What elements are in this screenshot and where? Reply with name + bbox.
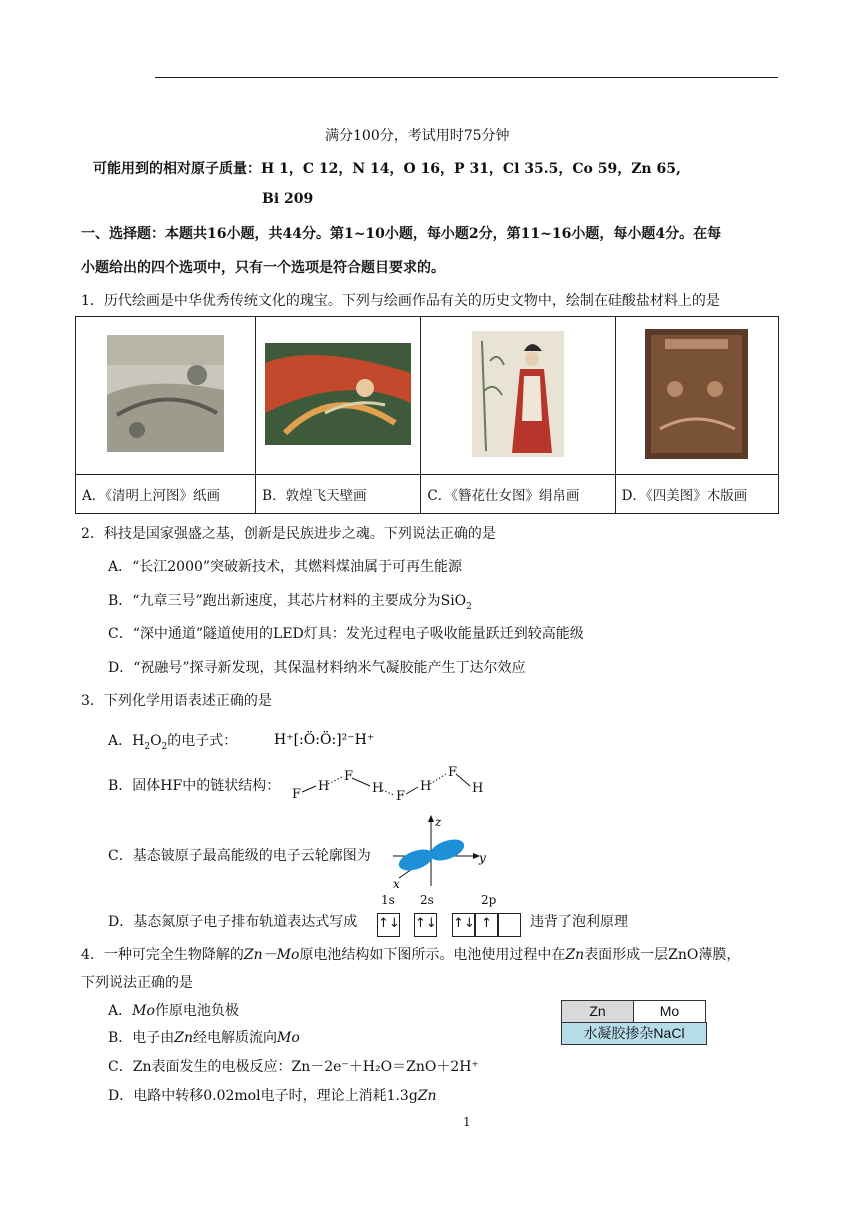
q4-option-a: A．Mo作原电池负极 (108, 1003, 239, 1019)
atomic-masses-line2: Bi 209 (262, 191, 314, 207)
h2o2-electron-formula (274, 722, 380, 752)
hydrogel-electrolyte: 水凝胶掺杂NaCl (561, 1022, 707, 1045)
q1-image-a-cell (76, 317, 256, 475)
q3-option-c: C．基态铍原子最高能级的电子云轮廓图为 (108, 848, 371, 864)
q3-option-b: B．固体HF中的链状结构： (108, 778, 281, 794)
q3-stem: 3．下列化学用语表述正确的是 (81, 693, 272, 709)
exam-info: 满分100分，考试用时75分钟 (325, 128, 510, 144)
mo-electrode: Mo (633, 1000, 706, 1023)
ladies-painting-image (472, 331, 564, 457)
q3-option-d-suffix: 违背了泡利原理 (530, 914, 628, 930)
q1-option-b: B．敦煌飞天壁画 (256, 475, 421, 514)
nitrogen-orbital-diagram (377, 893, 529, 939)
orbital-box-2s: ↑↓ (414, 913, 437, 937)
page-number: 1 (463, 1115, 471, 1129)
q1-options-table (75, 316, 779, 514)
q3-option-d: D．基态氮原子电子排布轨道表达式写成 (108, 914, 358, 930)
q4-option-b: B．电子由Zn经电解质流向Mo (108, 1030, 300, 1046)
q1-image-d-cell (615, 317, 778, 475)
svg-text:y: y (479, 851, 486, 865)
q1-stem: 1．历代绘画是中华优秀传统文化的瑰宝。下列与绘画作品有关的历史文物中，绘制在硅酸盐材料上的是 (81, 293, 720, 309)
battery-diagram (561, 1000, 706, 1044)
q2-option-a: A．“长江2000”突破新技术，其燃料煤油属于可再生能源 (108, 559, 463, 575)
svg-text:z: z (435, 815, 442, 829)
section-title-line1: 一、选择题：本题共16小题，共44分。第1~10小题，每小题2分，第11~16小题，每小题4分。在每 (81, 226, 722, 242)
q1-image-b-cell (256, 317, 421, 475)
four-beauties-woodblock-image (645, 329, 748, 459)
svg-text:H: H (472, 781, 484, 796)
q4-option-d: D．电路中转移0.02mol电子时，理论上消耗1.3gZn (108, 1088, 437, 1104)
q4-stem-line2: 下列说法正确的是 (81, 975, 193, 991)
hf-chain-structure (288, 762, 488, 804)
svg-text:F: F (344, 769, 354, 784)
svg-text:F: F (292, 787, 302, 802)
q1-image-c-cell (421, 317, 615, 475)
q2-option-b: B．“九章三号”跑出新速度，其芯片材料的主要成分为SiO$_2$ (108, 593, 472, 612)
svg-text:H⁺[:Ö:Ö:]²⁻H⁺: H⁺[:Ö:Ö:]²⁻H⁺ (274, 732, 375, 748)
q1-option-a: A．《清明上河图》纸画 (76, 475, 256, 514)
q2-option-c: C．“深中通道”隧道使用的LED灯具：发光过程电子吸收能量跃迁到较高能级 (108, 626, 584, 642)
orbital-box-2p-z (498, 913, 521, 937)
orbital-box-2p-y: ↑ (475, 913, 498, 937)
q2-stem: 2．科技是国家强盛之基，创新是民族进步之魂。下列说法正确的是 (81, 526, 496, 542)
dunhuang-mural-image (265, 343, 411, 445)
orbital-box-1s: ↑↓ (377, 913, 400, 937)
svg-text:x: x (393, 877, 400, 890)
header-rule (155, 77, 778, 78)
svg-text:F: F (448, 765, 458, 780)
qingming-painting-image (107, 335, 224, 452)
orbital-label-2p: 2p (481, 893, 497, 907)
svg-text:F: F (396, 789, 406, 804)
atomic-masses-line1: 可能用到的相对原子质量：H 1，C 12，N 14，O 16，P 31，Cl 35.5，Co 59，Zn 65, (93, 161, 681, 177)
q3-option-a: A．$H_2O_2$的电子式： (108, 733, 238, 752)
q2-option-d: D．“祝融号”探寻新发现，其保温材料纳米气凝胶能产生丁达尔效应 (108, 660, 526, 676)
p-orbital-diagram (383, 812, 493, 890)
svg-text:H: H (318, 779, 330, 794)
q1-option-c: C．《簪花仕女图》绢帛画 (421, 475, 615, 514)
zn-electrode: Zn (561, 1000, 634, 1023)
orbital-label-1s: 1s (381, 893, 395, 907)
orbital-label-2s: 2s (420, 893, 434, 907)
orbital-box-2p-x: ↑↓ (452, 913, 475, 937)
svg-text:H: H (372, 781, 384, 796)
section-title-line2: 小题给出的四个选项中，只有一个选项是符合题目要求的。 (81, 260, 445, 276)
svg-text:H: H (420, 779, 432, 794)
q4-option-c: C．Zn表面发生的电极反应：Zn－2e⁻＋H₂O＝ZnO＋2H⁺ (108, 1059, 479, 1075)
q4-stem-line1: 4．一种可完全生物降解的Zn－Mo原电池结构如下图所示。电池使用过程中在Zn表面形成一层ZnO薄膜， (81, 947, 741, 963)
q1-option-d: D．《四美图》木版画 (615, 475, 778, 514)
